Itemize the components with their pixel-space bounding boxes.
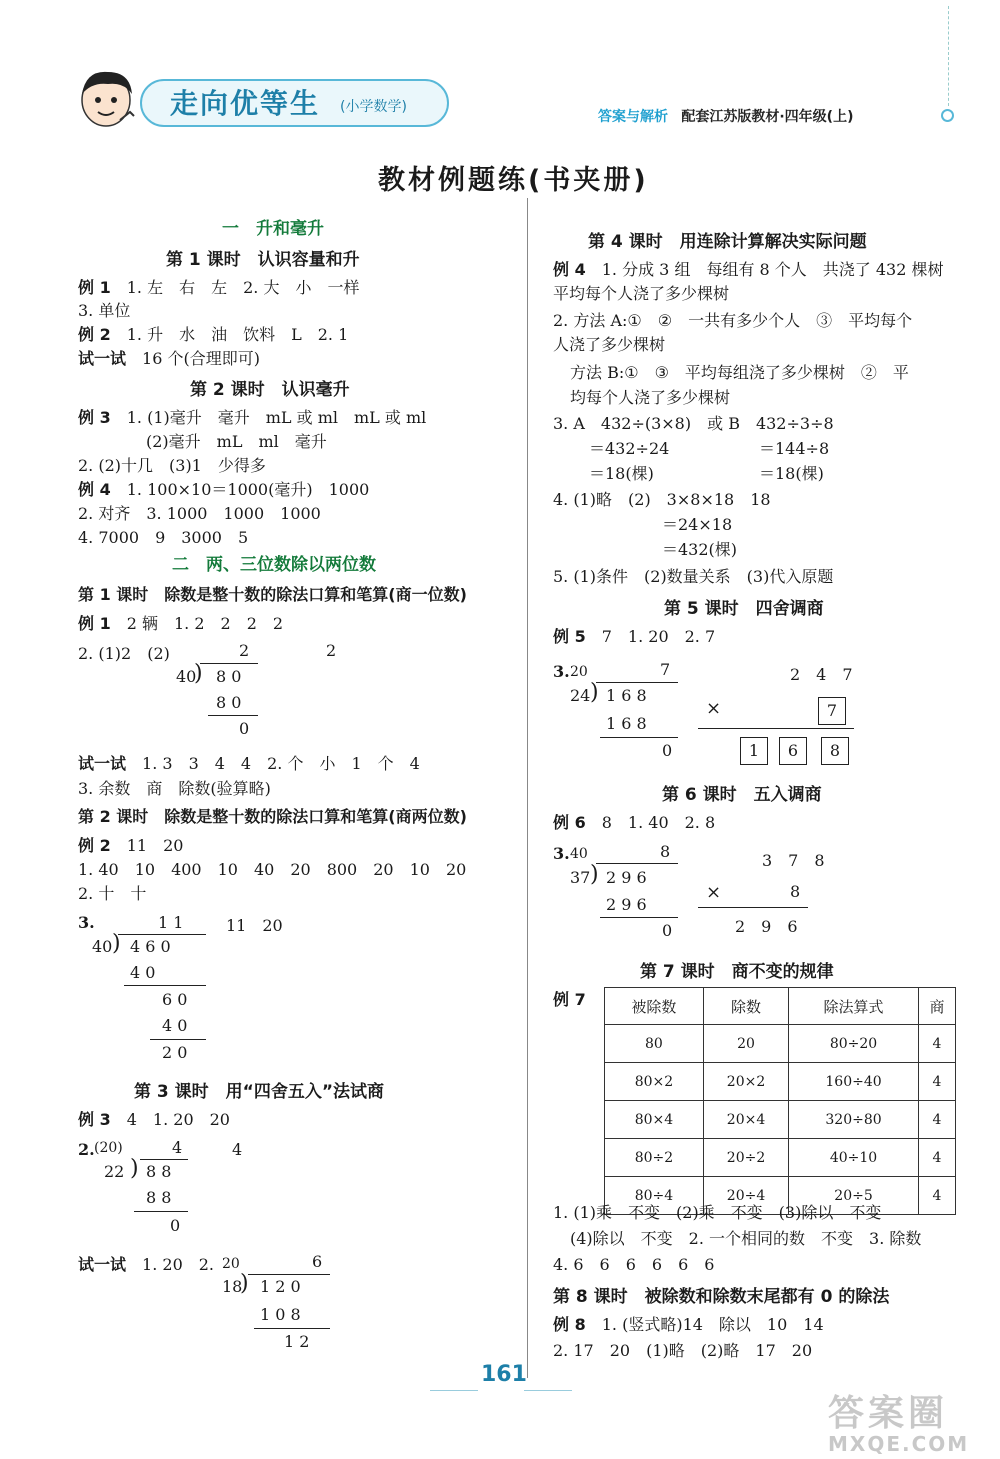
table-cell: 320÷80 [789,1101,919,1139]
answer-line: 2. 方法 A:① ② 一共有多少个人 ③ 平均每个 [553,311,913,330]
answer-line: 方法 B:① ③ 平均每组浇了多少棵树 ② 平 [570,363,909,382]
answer-line: 例 4 1. 分成 3 组 每组有 8 个人 共浇了 432 棵树 [553,260,944,279]
division-quotient: 6 [312,1252,323,1271]
division-number: 2. [78,1140,95,1159]
division-quotient: 1 1 [158,913,184,932]
answer-line: ＝432÷24 [589,439,670,458]
answer-line: 5. (1)条件 (2)数量关系 (3)代入原题 [553,567,834,586]
division-step: 4 0 [162,1016,188,1035]
answer-line: 2. (1)2 (2) [78,644,170,663]
division-bar [600,917,678,918]
table-cell: 20×2 [703,1063,788,1101]
table-header-cell: 除法算式 [789,988,919,1025]
check-top-digits: 2 4 7 [790,665,853,684]
table-cell: 80÷20 [789,1025,919,1063]
answer-line: 例 2 11 20 [78,836,184,855]
division-step: 6 0 [162,990,188,1009]
answer-line: 4. (1)略 (2) 3×8×18 18 [553,490,771,509]
division-divisor: 40 [92,937,113,956]
table-cell: 160÷40 [789,1063,919,1101]
table-cell: 80×2 [605,1063,704,1101]
answer-box: 6 [779,737,807,765]
answer-line: 3. 余数 商 除数(验算略) [78,779,271,798]
answer-box: 1 [740,737,768,765]
multiply-bar [698,728,854,729]
answer-line: 试一试 16 个(合理即可) [78,349,260,368]
answer-line: 例 4 1. 100×10＝1000(毫升) 1000 [78,480,370,499]
lesson-title: 第 4 课时 用连除计算解决实际问题 [588,232,867,252]
division-step: 8 8 [146,1188,172,1207]
answer-line: 2. (2)十几 (3)1 少得多 [78,456,266,475]
division-bar [596,863,678,864]
division-bar [208,715,258,716]
lesson-title: 第 2 课时 认识毫升 [190,380,350,400]
page-title: 教材例题练(书夹册) [378,165,649,196]
division-bar [248,1274,330,1275]
boy-mascot-icon [72,64,142,134]
division-step: 1 0 8 [260,1305,301,1324]
answer-line: ＝18(棵) [759,464,824,483]
table-header-cell: 商 [918,988,955,1025]
answer-line: 例 6 8 1. 40 2. 8 [553,813,716,832]
division-remainder: 1 2 [284,1332,310,1351]
division-step: 1 6 8 [606,714,647,733]
answer-line: 2. 对齐 3. 1000 1000 1000 [78,504,321,523]
division-bracket: ) [590,680,599,705]
answer-box: 8 [821,737,849,765]
division-bar [150,1039,206,1040]
table-cell: 40÷10 [789,1139,919,1177]
lesson-title: 第 1 课时 认识容量和升 [166,250,360,270]
table-cell: 20÷2 [703,1139,788,1177]
answer-line: ＝18(棵) [589,464,654,483]
answer-box: 7 [818,697,846,725]
division-number: 3. [553,844,570,863]
book-subtitle: (小学数学) [340,99,407,115]
answer-line: 4. 7000 9 3000 5 [78,528,249,547]
book-info: 配套江苏版教材·四年级(上) [681,109,854,125]
answer-line: 例 3 4 1. 20 20 [78,1110,230,1129]
division-bar [134,1211,188,1212]
column-divider [527,198,528,1378]
example-label: 例 7 [553,990,586,1009]
division-estimate: 40 [570,846,588,862]
lesson-title: 第 2 课时 除数是整十数的除法口算和笔算(商两位数) [78,807,467,826]
answer-line: ＝432(棵) [662,540,738,559]
division-number: 3. [553,662,570,681]
multiply-sign: × [706,698,722,719]
answer-line: 例 2 1. 升 水 油 饮料 L 2. 1 [78,325,349,344]
table-cell: 4 [918,1177,955,1215]
page-number: 161 [481,1362,527,1387]
answer-line: 均每个人浇了多少棵树 [570,388,731,407]
division-divisor: 22 [104,1162,125,1181]
table-header-cell: 除数 [703,988,788,1025]
answer-line: 3. 单位 [78,301,131,320]
lesson-title: 第 1 课时 除数是整十数的除法口算和笔算(商一位数) [78,585,467,604]
table-row [605,1063,956,1101]
division-step: 8 0 [216,693,242,712]
header-right-info [598,106,853,126]
division-number: 3. [78,913,95,932]
division-bar [600,737,678,738]
division-bracket: ) [590,862,599,887]
answer-line: 2. 十 十 [78,884,147,903]
table-cell: 80 [605,1025,704,1063]
table-cell: 4 [918,1139,955,1177]
answer-line: ＝24×18 [662,515,733,534]
division-extra: 2 [326,641,337,660]
quotient-rule-table [604,987,956,1215]
watermark-logo: 答案圈 MXQE.COM [828,1393,970,1456]
division-divisor: 40 [176,667,197,686]
table-cell: 80÷2 [605,1139,704,1177]
division-bar [254,1328,330,1329]
division-bracket: ) [130,1156,139,1181]
division-bar [140,1159,188,1160]
answer-line: 人浇了多少棵树 [553,335,666,354]
division-divisor: 24 [570,686,591,705]
book-title: 走向优等生 [170,87,321,120]
division-bar [118,934,206,935]
ring-dot-icon [941,109,954,122]
multiply-sign: × [706,882,722,903]
division-dividend: 1 2 0 [260,1277,301,1296]
answer-line: (4)除以 不变 2. 一个相同的数 不变 3. 除数 [570,1229,922,1248]
answer-label: 答案与解析 [598,109,668,125]
table-header-cell: 被除数 [605,988,704,1025]
table-cell: 80÷4 [605,1177,704,1215]
table-row [605,1139,956,1177]
table-row [605,1101,956,1139]
answer-line: 平均每个人浇了多少棵树 [553,284,730,303]
lesson-title: 第 6 课时 五入调商 [662,785,822,805]
division-quotient: 8 [660,842,671,861]
table-header-row [605,988,956,1025]
division-dividend: 8 8 [146,1162,172,1181]
answer-line: 试一试 1. 3 3 4 4 2. 个 小 1 个 4 [78,754,420,773]
division-divisor: 37 [570,868,591,887]
division-bracket: ) [112,931,121,956]
division-quotient: 4 [172,1138,183,1157]
table-cell: 4 [918,1025,955,1063]
answer-line: 例 1 2 辆 1. 2 2 2 2 [78,614,284,633]
division-dividend: 4 6 0 [130,937,171,956]
division-extra: 11 20 [226,916,283,935]
unit-1-heading: 一 升和毫升 [222,219,324,239]
division-step: 4 0 [130,963,156,982]
division-remainder: 0 [662,741,673,760]
division-bar [200,663,258,664]
answer-line: 3. A 432÷(3×8) 或 B 432÷3÷8 [553,414,834,433]
division-divisor: 18 [222,1277,243,1296]
check-top-digits: 3 7 8 [762,851,825,870]
division-remainder: 0 [170,1216,181,1235]
table-cell: 20 [703,1025,788,1063]
division-remainder: 0 [662,921,673,940]
division-dividend: 8 0 [216,667,242,686]
answer-line: 2. 17 20 (1)略 (2)略 17 20 [553,1341,813,1360]
check-result: 2 9 6 [735,917,798,936]
edge-dash-line [948,6,950,106]
division-bracket: ) [240,1271,249,1296]
division-bracket: ) [194,661,203,686]
check-multiplier: 8 [790,882,801,901]
table-cell: 20÷4 [703,1177,788,1215]
table-row [605,1025,956,1063]
answer-line: 1. 40 10 400 10 40 20 800 20 10 20 [78,860,467,879]
division-estimate: (20) [94,1140,123,1156]
division-bar [124,985,206,986]
answer-line: 1. (1)乘 不变 (2)乘 不变 (3)除以 不变 [553,1203,882,1222]
unit-2-heading: 二 两、三位数除以两位数 [172,555,376,575]
answer-line: 4. 6 6 6 6 6 6 [553,1255,715,1274]
footer-line [524,1390,572,1391]
table-cell: 20÷5 [789,1177,919,1215]
answer-line: 例 3 1. (1)毫升 毫升 mL 或 ml mL 或 ml [78,408,427,427]
division-estimate: 20 [570,664,588,680]
division-dividend: 2 9 6 [606,868,647,887]
answer-line: ＝144÷8 [759,439,830,458]
table-cell: 20×4 [703,1101,788,1139]
lesson-title: 第 5 课时 四舍调商 [664,599,824,619]
answer-line: 例 8 1. (竖式略)14 除以 10 14 [553,1315,824,1334]
division-extra: 4 [232,1140,243,1159]
division-bar [596,682,678,683]
division-remainder: 2 0 [162,1043,188,1062]
lesson-title: 第 7 课时 商不变的规律 [640,962,834,982]
division-remainder: 0 [239,719,250,738]
answer-line: 例 1 1. 左 右 左 2. 大 小 一样 [78,278,360,297]
answer-line: 例 5 7 1. 20 2. 7 [553,627,716,646]
division-step: 2 9 6 [606,895,647,914]
table-cell: 4 [918,1101,955,1139]
table-cell: 4 [918,1063,955,1101]
division-quotient: 2 [239,641,250,660]
answer-line: 试一试 1. 20 2. [78,1255,215,1274]
multiply-bar [698,907,808,908]
footer-line [430,1390,478,1391]
division-quotient: 7 [660,660,671,679]
answer-line: (2)毫升 mL ml 毫升 [146,432,327,451]
lesson-title: 第 8 课时 被除数和除数末尾都有 0 的除法 [553,1287,890,1307]
division-estimate: 20 [222,1256,240,1272]
lesson-title: 第 3 课时 用“四舍五入”法试商 [134,1082,385,1102]
division-dividend: 1 6 8 [606,686,647,705]
table-cell: 80×4 [605,1101,704,1139]
